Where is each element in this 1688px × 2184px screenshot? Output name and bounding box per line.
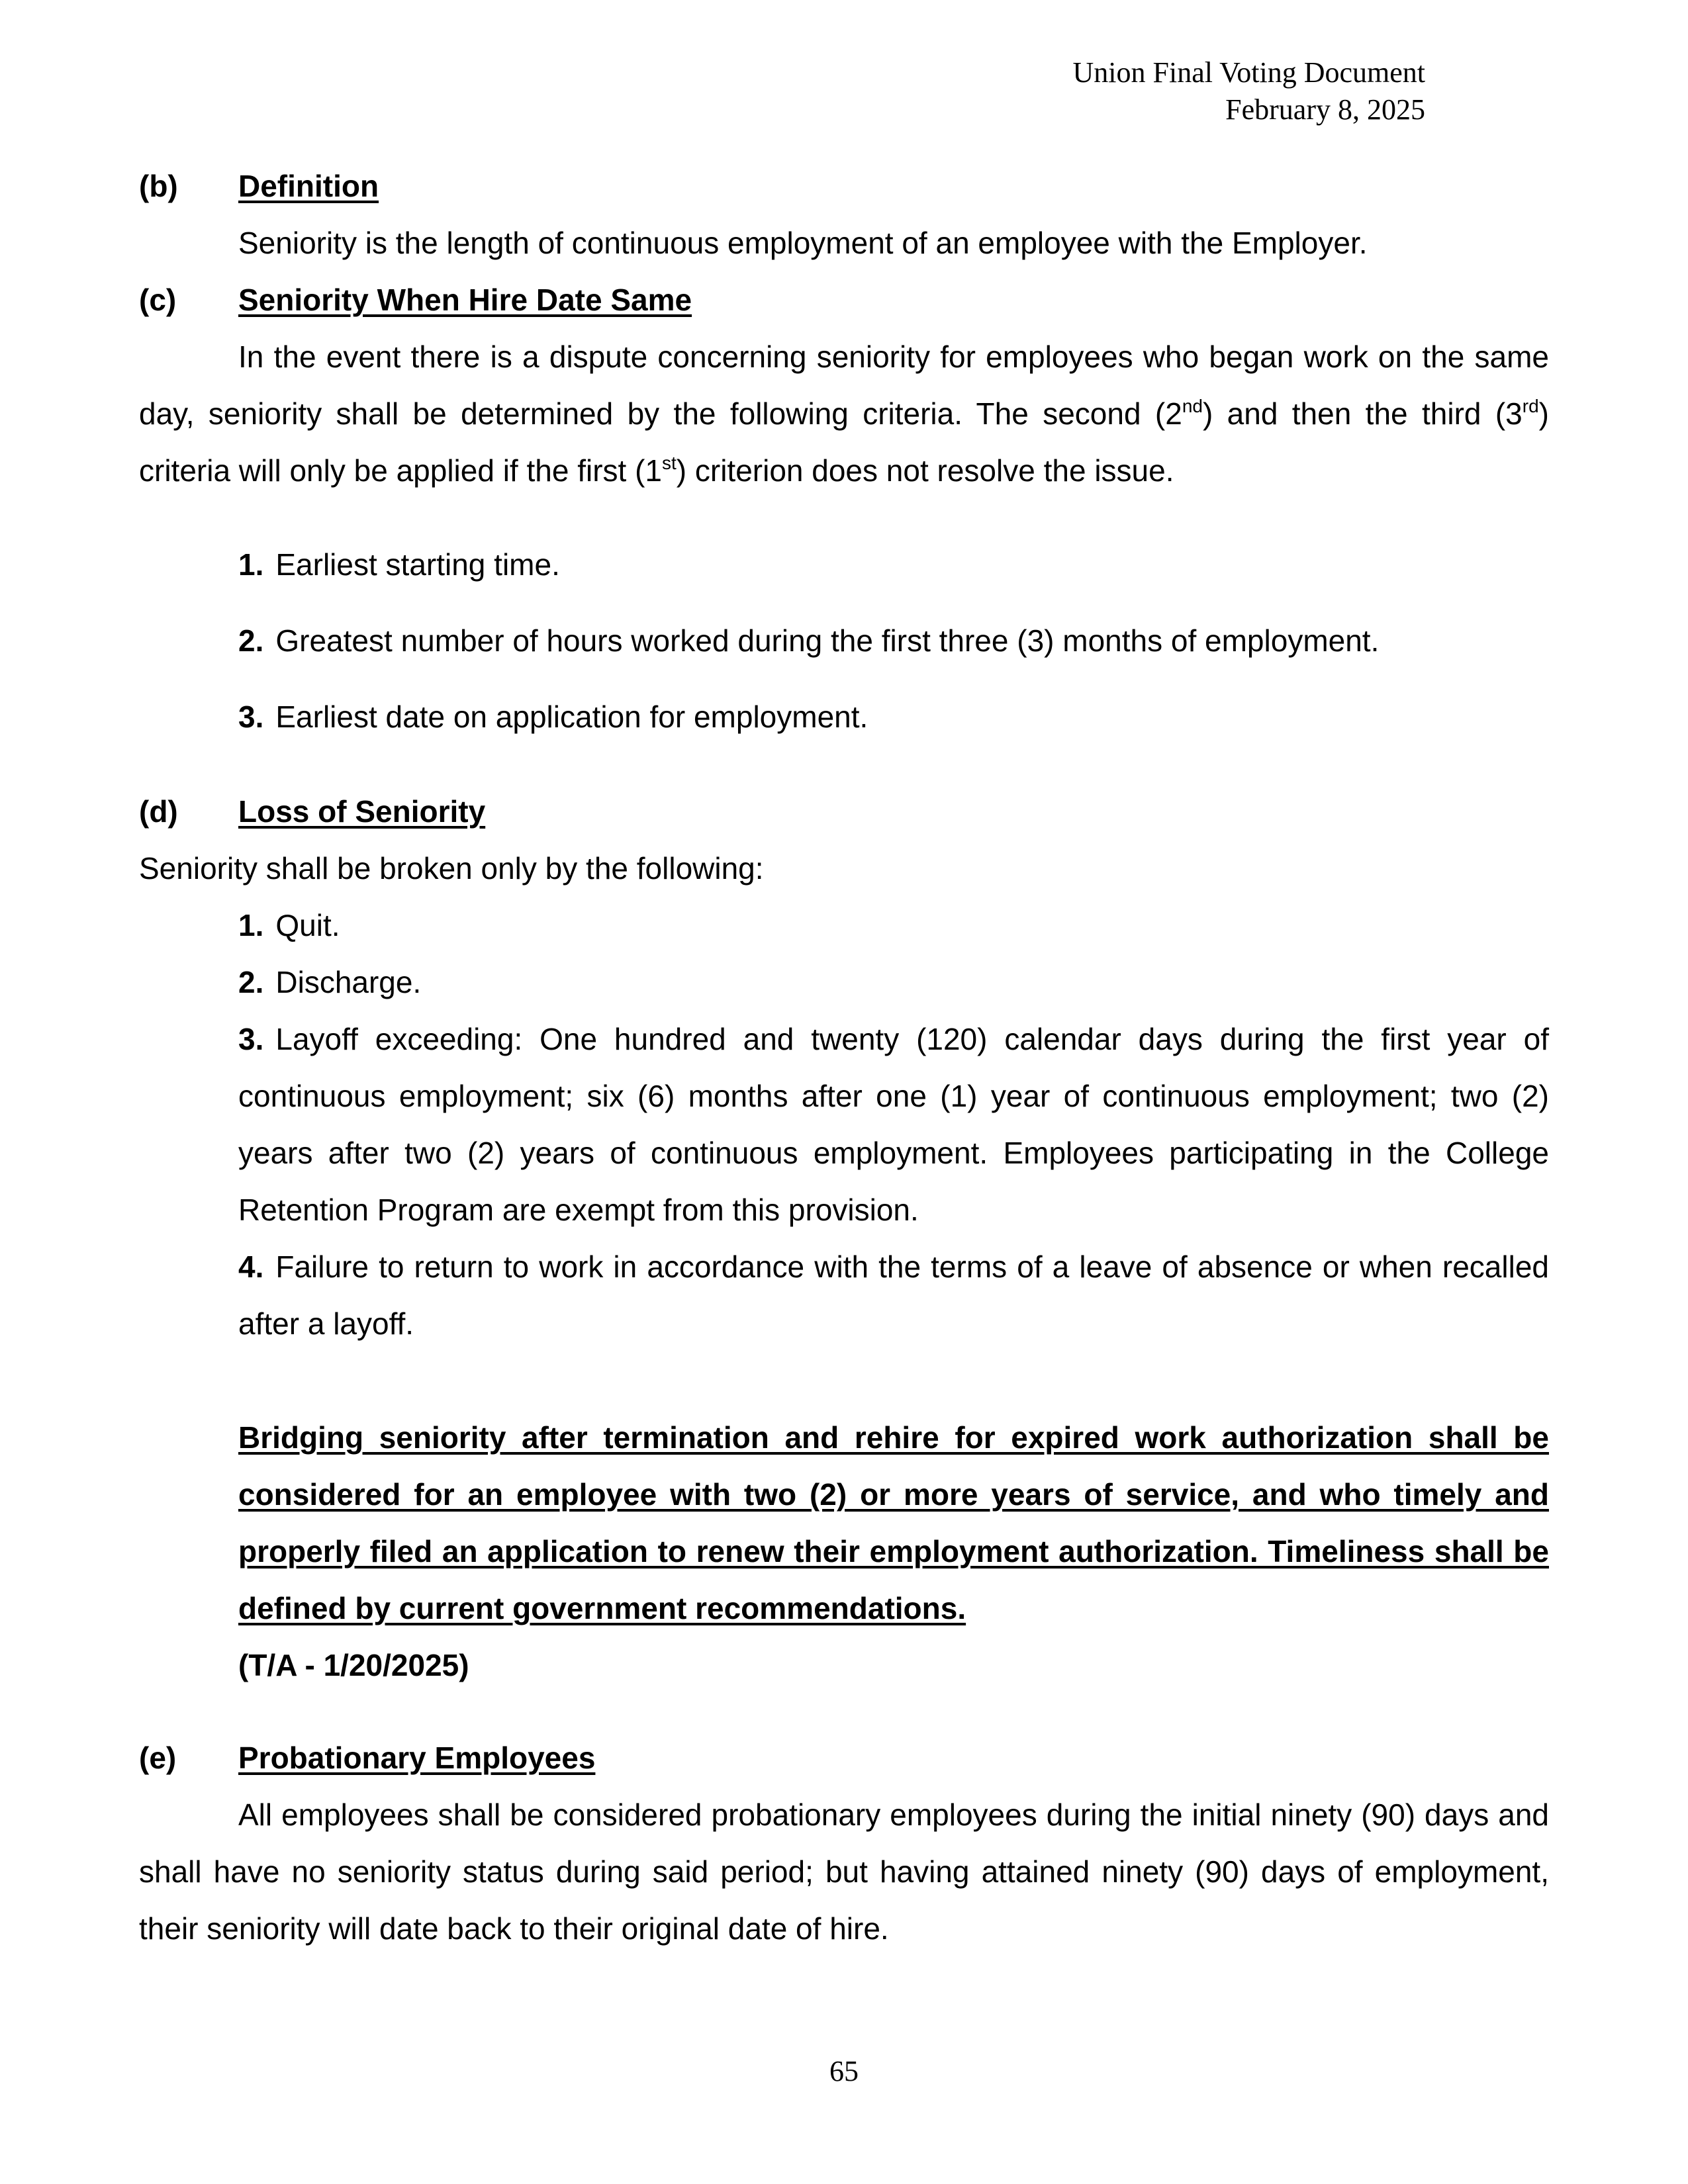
superscript: rd [1522, 396, 1539, 416]
document-header [1073, 54, 1426, 128]
list-text: Quit. [275, 908, 340, 942]
list-text: Discharge. [275, 965, 422, 999]
list-number: 3. [238, 1022, 264, 1056]
list-text: Earliest date on application for employment. [275, 700, 868, 734]
tentative-agreement-note: (T/A - 1/20/2025) [238, 1648, 469, 1682]
section-title: Loss of Seniority [238, 794, 486, 829]
header-title: Union Final Voting Document [1072, 56, 1425, 89]
section-e-paragraph: All employees shall be considered probationary employees during the initial ninety (90) days and shall have no seniority status during said period; but having attained ninety (90) days of employment, their seniority will date back to their original date of hire. [139, 1797, 1549, 1946]
section-b-heading [139, 158, 1549, 214]
document-body [139, 158, 1549, 1957]
section-letter: (e) [139, 1741, 177, 1775]
header-date: February 8, 2025 [1225, 93, 1425, 126]
list-number: 2. [238, 623, 264, 658]
superscript: st [662, 453, 677, 473]
list-text: Greatest number of hours worked during the first three (3) months of employment. [275, 623, 1380, 658]
superscript: nd [1182, 396, 1203, 416]
list-number: 1. [238, 547, 264, 582]
section-letter: (d) [139, 794, 178, 829]
list-item [139, 1011, 1549, 1238]
section-title: Probationary Employees [238, 1741, 596, 1775]
section-title: Definition [238, 169, 379, 203]
paragraph-text: In the event there is a dispute concerning seniority for employees who began work on the same day, seniority shall be determined by the following criteria. The second (2 [139, 340, 1549, 431]
section-d-heading [139, 783, 1549, 840]
list-text: Failure to return to work in accordance with the terms of a leave of absence or when recalled after a layoff. [238, 1250, 1549, 1341]
section-c-paragraph [139, 328, 1549, 499]
list-item [139, 688, 1549, 745]
list-item [139, 612, 1549, 669]
list-number: 2. [238, 965, 264, 999]
list-item [139, 536, 1549, 593]
section-letter: (b) [139, 169, 178, 203]
list-item [139, 954, 1549, 1011]
bridging-seniority-clause: Bridging seniority after termination and rehire for expired work authorization shall be considered for an employee with two (2) or more years of service, and who timely and properly filed an application to renew their employment authorization. Timeliness shall be defined by current government recommendations. [238, 1420, 1549, 1625]
section-d-intro: Seniority shall be broken only by the following: [139, 851, 764, 886]
paragraph-text: ) criteria will only be applied if the first (1 [139, 396, 1549, 488]
list-item [139, 897, 1549, 954]
list-number: 4. [238, 1250, 264, 1284]
page-number: 65 [829, 2055, 859, 2087]
section-letter: (c) [139, 283, 177, 317]
paragraph-text: ) criterion does not resolve the issue. [676, 453, 1174, 488]
list-text: Layoff exceeding: One hundred and twenty (120) calendar days during the first year of continuous employment; six (6) months after one (1) year of continuous employment; two (2) years after two (2) years of continuous employment. Employees participating in the College Retention Program are exempt from this provision. [238, 1022, 1549, 1227]
paragraph-text: ) and then the third (3 [1202, 396, 1523, 431]
list-number: 3. [238, 700, 264, 734]
section-b-text: Seniority is the length of continuous employment of an employee with the Employer. [238, 226, 1368, 260]
section-c-heading [139, 271, 1549, 328]
section-e-heading [139, 1729, 1549, 1786]
section-title: Seniority When Hire Date Same [238, 283, 692, 317]
list-item [139, 1238, 1549, 1352]
list-number: 1. [238, 908, 264, 942]
list-text: Earliest starting time. [275, 547, 560, 582]
